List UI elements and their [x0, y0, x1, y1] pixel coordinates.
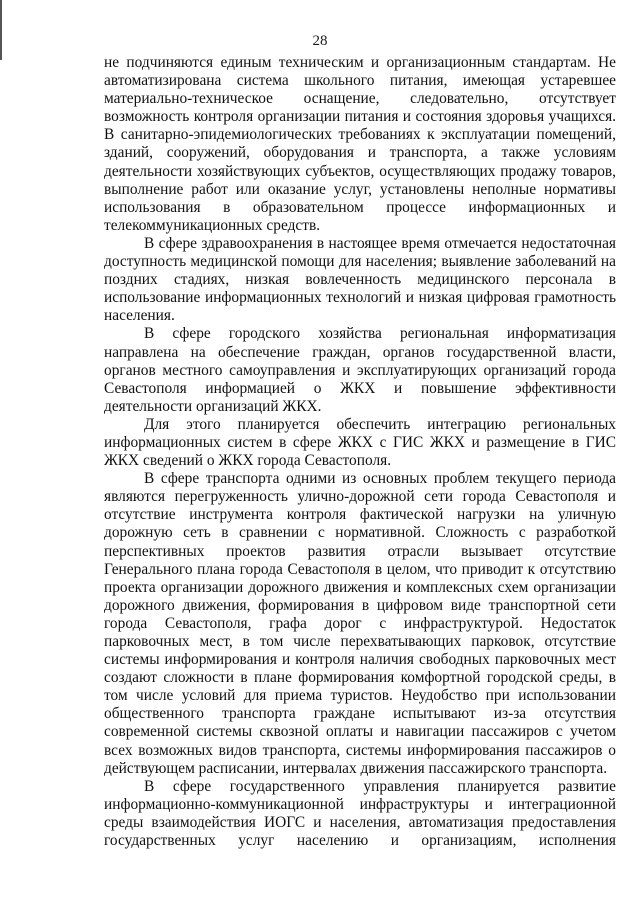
paragraph-urban-economy: В сфере городского хозяйства региональная информатизация направлена на обеспечение граждан, органов государственной власти, органов местного самоуправления и эксплуатирующих организаций города Севастополя информацией о ЖКХ и повышение эффективности деятельности организаций ЖКХ.	[104, 325, 616, 415]
paragraph-healthcare: В сфере здравоохранения в настоящее время отмечается недостаточная доступность медицинской помощи для населения; выявление заболеваний на поздних стадиях, низкая вовлеченность медицинского персонала в использование информационных технологий и низкая цифровая грамотность населения.	[104, 234, 616, 325]
body-text	[104, 54, 616, 850]
scan-margin-mark	[0, 0, 2, 60]
paragraph-housing-integration: Для этого планируется обеспечить интеграцию региональных информационных систем в сфере ЖКХ с ГИС ЖКХ и размещение в ГИС ЖКХ сведений о ЖКХ города Севастополя.	[104, 415, 616, 470]
paragraph-education-continued: не подчиняются единым техническим и организационным стандартам. Не автоматизирована система школьного питания, имеющая устаревшее материально-техническое оснащение, следовательно, отсутствует возможность контроля организации питания и состояния здоровья учащихся. В санитарно-эпидемиологических требованиях к эксплуатации помещений, зданий, сооружений, оборудования и транспорта, а также условиям деятельности хозяйствующих субъектов, осуществляющих продажу товаров, выполнение работ или оказание услуг, установлены неполные нормативы использования в образовательном процессе информационных и телекоммуникационных средств.	[104, 54, 616, 234]
paragraph-public-administration: В сфере государственного управления планируется развитие информационно-коммуникационной инфраструктуры и интеграционной среды взаимодействия ИОГС и населения, автоматизация предоставления государственных услуг населению и организациям, исполнения	[104, 777, 616, 850]
page-number: 28	[312, 33, 328, 49]
paragraph-transport: В сфере транспорта одними из основных проблем текущего периода являются перегруженность улично-дорожной сети города Севастополя и отсутствие инструмента контроля фактической нагрузки на уличную дорожную сеть в сравнении с нормативной. Сложность с разработкой перспективных проектов развития отрасли вызывает отсутствие Генерального плана города Севастополя в целом, что приводит к отсутствию проекта организации дорожного движения и комплексных схем организации дорожного движения, формирования в цифровом виде транспортной сети города Севастополя, графа дорог с инфраструктурой. Недостаток парковочных мест, в том числе перехватывающих парковок, отсутствие системы информирования и контроля наличия свободных парковочных мест создают сложности в плане формирования комфортной городской среды, в том числе условий для приема туристов. Неудобство при использовании общественного транспорта граждане испытывают из-за отсутствия современной системы сквозной оплаты и навигации пассажиров с учетом всех возможных видов транспорта, системы информирования пассажиров о действующем расписании, интервалах движения пассажирского транспорта.	[104, 470, 616, 777]
